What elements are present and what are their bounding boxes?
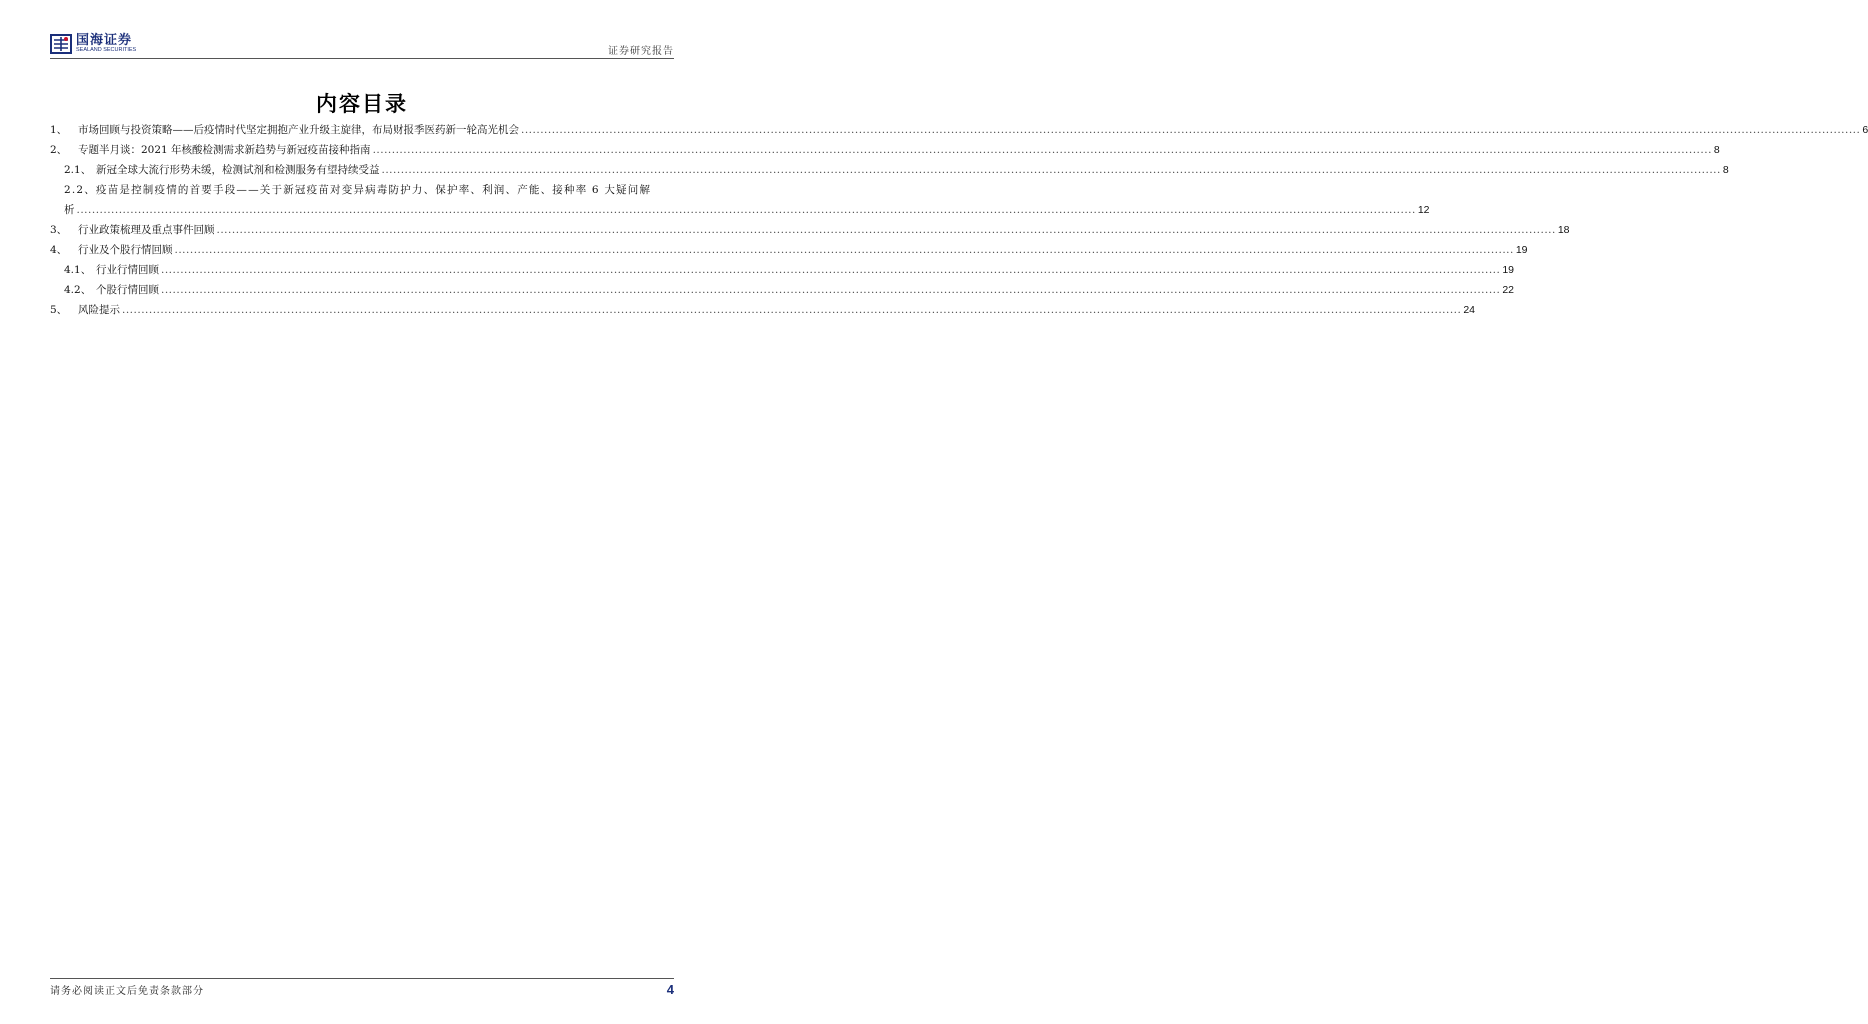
toc-entry-number: 4、 [50, 244, 68, 256]
dot-leader [175, 244, 1514, 256]
table-of-contents [50, 122, 1868, 322]
toc-entry-number: 1、 [50, 124, 68, 136]
toc-entry-2[interactable] [50, 142, 1720, 162]
toc-entry-title: 风险提示 [78, 304, 120, 316]
toc-entry-number: 5、 [50, 304, 68, 316]
dot-leader [77, 204, 1416, 216]
report-type-label: 证券研究报告 [608, 46, 674, 57]
toc-entry-number: 3、 [50, 224, 68, 236]
toc-entry-number: 2、 [50, 144, 68, 156]
toc-entry-number: 4.2、 [64, 284, 92, 296]
dot-leader [373, 144, 1712, 156]
toc-entry-number: 4.1、 [64, 264, 92, 276]
header-divider [50, 58, 674, 59]
page-number: 4 [666, 982, 674, 997]
company-logo [50, 34, 136, 54]
toc-entry-title: 行业及个股行情回顾 [78, 244, 173, 256]
toc-entry-title: 个股行情回顾 [96, 284, 159, 296]
toc-entry-4[interactable] [50, 242, 1528, 262]
toc-entry-2-2[interactable] [50, 182, 674, 202]
toc-entry-3[interactable] [50, 222, 1570, 242]
toc-entry-title-continued: 析 [64, 204, 75, 216]
toc-entry-page: 19 [1502, 264, 1515, 276]
toc-entry-title: 行业政策梳理及重点事件回顾 [78, 224, 215, 236]
toc-entry-page: 8 [1722, 164, 1729, 176]
toc-entry-2-2-continued[interactable] [50, 202, 1430, 222]
toc-entry-5[interactable] [50, 302, 1476, 322]
dot-leader [161, 264, 1500, 276]
dot-leader [122, 304, 1461, 316]
toc-entry-page: 8 [1713, 144, 1720, 156]
toc-entry-page: 22 [1502, 284, 1515, 296]
dot-leader [521, 124, 1860, 136]
toc-entry-page: 6 [1862, 124, 1868, 136]
toc-entry-title: 疫苗是控制疫情的首要手段——关于新冠疫苗对变异病毒防护力、保护率、利润、产能、接种率 6 大疑问解 [96, 184, 652, 196]
toc-entry-page: 18 [1557, 224, 1570, 236]
dot-leader [382, 164, 1721, 176]
toc-entry-title: 市场回顾与投资策略——后疫情时代坚定拥抱产业升级主旋律，布局财报季医药新一轮高光机会 [78, 124, 519, 136]
logo-name-en: SEALAND SECURITIES [76, 47, 137, 53]
toc-entry-1[interactable] [50, 122, 1868, 142]
toc-entry-page: 12 [1417, 204, 1430, 216]
dot-leader [217, 224, 1556, 236]
toc-entry-page: 24 [1463, 304, 1476, 316]
toc-entry-title: 行业行情回顾 [96, 264, 159, 276]
toc-entry-4-2[interactable] [50, 282, 1515, 302]
toc-entry-title: 专题半月谈：2021 年核酸检测需求新趋势与新冠疫苗接种指南 [78, 144, 371, 156]
toc-entry-page: 19 [1515, 244, 1528, 256]
toc-entry-number: 2.1、 [64, 164, 92, 176]
sealand-logo-icon [50, 34, 72, 54]
logo-name-cn: 国海证券 [76, 33, 133, 48]
toc-entry-2-1[interactable] [50, 162, 1729, 182]
footer-divider [50, 978, 674, 979]
toc-entry-number: 2.2、 [64, 184, 96, 196]
toc-title: 内容目录 [316, 92, 408, 116]
toc-entry-title: 新冠全球大流行形势未缓，检测试剂和检测服务有望持续受益 [96, 164, 380, 176]
toc-entry-4-1[interactable] [50, 262, 1515, 282]
disclaimer-note: 请务必阅读正文后免责条款部分 [50, 986, 204, 997]
dot-leader [161, 284, 1500, 296]
page-header [50, 30, 674, 58]
